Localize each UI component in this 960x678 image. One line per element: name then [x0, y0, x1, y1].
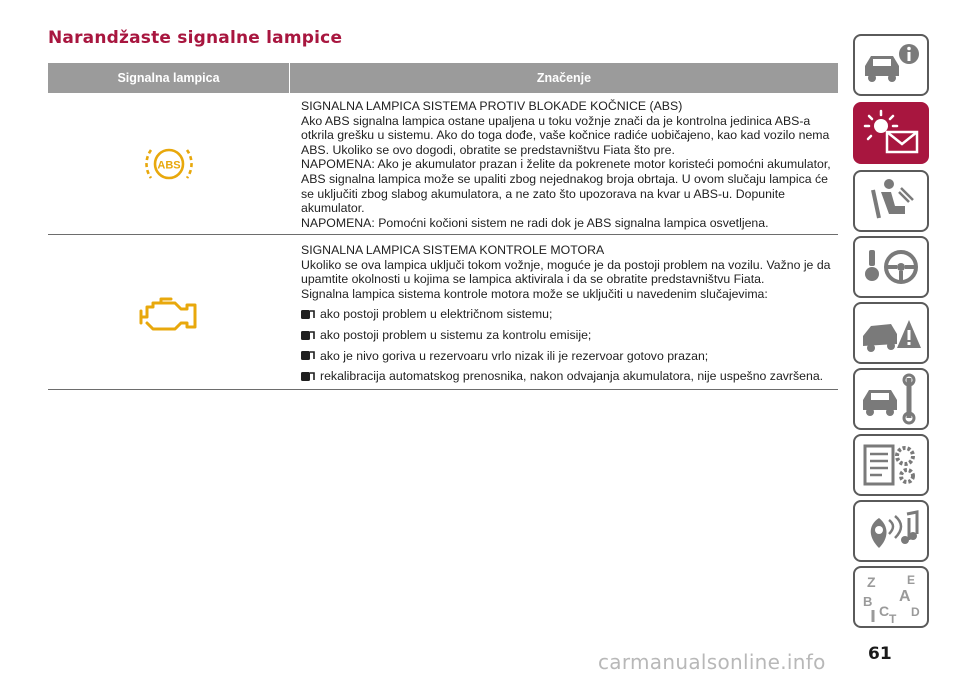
header-meaning: Značenje — [536, 71, 592, 85]
table-header — [48, 63, 838, 93]
header-lamp: Signalna lampica — [48, 63, 290, 93]
car-wrench-icon — [857, 372, 925, 426]
abs-note-1: NAPOMENA: Ako je akumulator prazan i želite da pokrenete motor koristeći pomoćni akumulator, ABS signalna lampica može se upaliti zbog nejednakog broja obrtaja. U ovom slučaju lampica će se uključiti zbog slabog akumulatora, a ne zato što upozorava na kvar u ABS-u. Dopunite akumulator. — [301, 157, 831, 216]
index-letter: Z — [867, 574, 876, 590]
meaning-cell — [290, 93, 838, 234]
index-letter: A — [899, 588, 911, 605]
nav-tab-safety[interactable] — [853, 170, 929, 232]
bullet-arrow-icon — [301, 371, 315, 382]
nav-tab-warning-lights[interactable] — [853, 102, 929, 164]
abs-icon-label: ABS — [157, 159, 181, 171]
index-letter: C — [879, 603, 890, 619]
nav-tab-index[interactable] — [853, 566, 929, 628]
multimedia-icon — [857, 504, 925, 558]
car-info-icon — [857, 38, 925, 92]
bullet-arrow-icon — [301, 309, 315, 320]
page-title: Narandžaste signalne lampice — [48, 28, 343, 48]
bullet-arrow-icon — [301, 330, 315, 341]
index-letter: E — [907, 573, 916, 587]
key-steering-icon — [857, 240, 925, 294]
specs-gears-icon — [857, 438, 925, 492]
alphabetical-index-icon — [857, 570, 925, 624]
seat-airbag-icon — [857, 174, 925, 228]
list-item — [301, 307, 838, 322]
abs-note-2: NAPOMENA: Pomoćni kočioni sistem ne radi dok je ABS signalna lampica osvetljena. — [301, 215, 769, 230]
abs-warning-icon — [141, 142, 197, 186]
engine-heading: SIGNALNA LAMPICA SISTEMA KONTROLE MOTORA — [301, 243, 605, 257]
nav-tab-technical[interactable] — [853, 434, 929, 496]
bullet-text: ako je nivo goriva u rezervoaru vrlo nizak ili je rezervoar gotovo prazan; — [320, 348, 709, 363]
nav-tab-emergency[interactable] — [853, 302, 929, 364]
index-letter: T — [889, 612, 897, 624]
page-number: 61 — [868, 644, 892, 664]
bullet-text: ako postoji problem u električnom sistemu; — [320, 307, 553, 322]
list-item — [301, 369, 838, 384]
index-letter: D — [911, 605, 920, 619]
table-row — [48, 93, 838, 235]
abs-description: Ako ABS signalna lampica ostane upaljena u toku vožnje znači da je kontrolna jedinica ABS-a otkrila grešku u sistemu. Ako do toga dođe, vaše kočnice radiće uobičajeno, kao kad vozilo nema ABS. Ukoliko se ovo dogodi, obratite se predstavništvu Fiata što pre. — [301, 113, 830, 157]
warning-lights-icon — [857, 106, 925, 160]
bullet-text: rekalibracija automatskog prenosnika, nakon odvajanja akumulatora, nije uspešno završena. — [320, 369, 824, 384]
watermark: carmanualsonline.info — [598, 650, 826, 674]
bullet-arrow-icon — [301, 350, 315, 361]
index-letter: B — [863, 594, 873, 609]
engine-description: Ukoliko se ova lampica uključi tokom vožnje, moguće je da postoji problem na vozilu. Važno je da upamtite okolnosti u kojima se lampica aktivirala i da se obratite predstavništvu Fiata. — [301, 257, 831, 287]
bullet-text: ako postoji problem u sistemu za kontrolu emisije; — [320, 327, 592, 342]
engine-intro: Signalna lampica sistema kontrole motora može se uključiti u navedenim slučajevima: — [301, 286, 768, 301]
abs-heading: SIGNALNA LAMPICA SISTEMA PROTIV BLOKADE KOČNICE (ABS) — [301, 99, 683, 113]
table-row — [48, 237, 838, 390]
nav-tab-car-info[interactable] — [853, 34, 929, 96]
nav-tab-multimedia[interactable] — [853, 500, 929, 562]
meaning-cell — [290, 237, 838, 389]
lamp-cell — [48, 93, 290, 234]
nav-tab-maintenance[interactable] — [853, 368, 929, 430]
list-item — [301, 328, 838, 343]
car-accident-icon — [857, 306, 925, 360]
lamp-cell — [48, 237, 290, 389]
engine-check-icon — [137, 293, 201, 333]
list-item — [301, 349, 838, 364]
nav-tab-driving[interactable] — [853, 236, 929, 298]
